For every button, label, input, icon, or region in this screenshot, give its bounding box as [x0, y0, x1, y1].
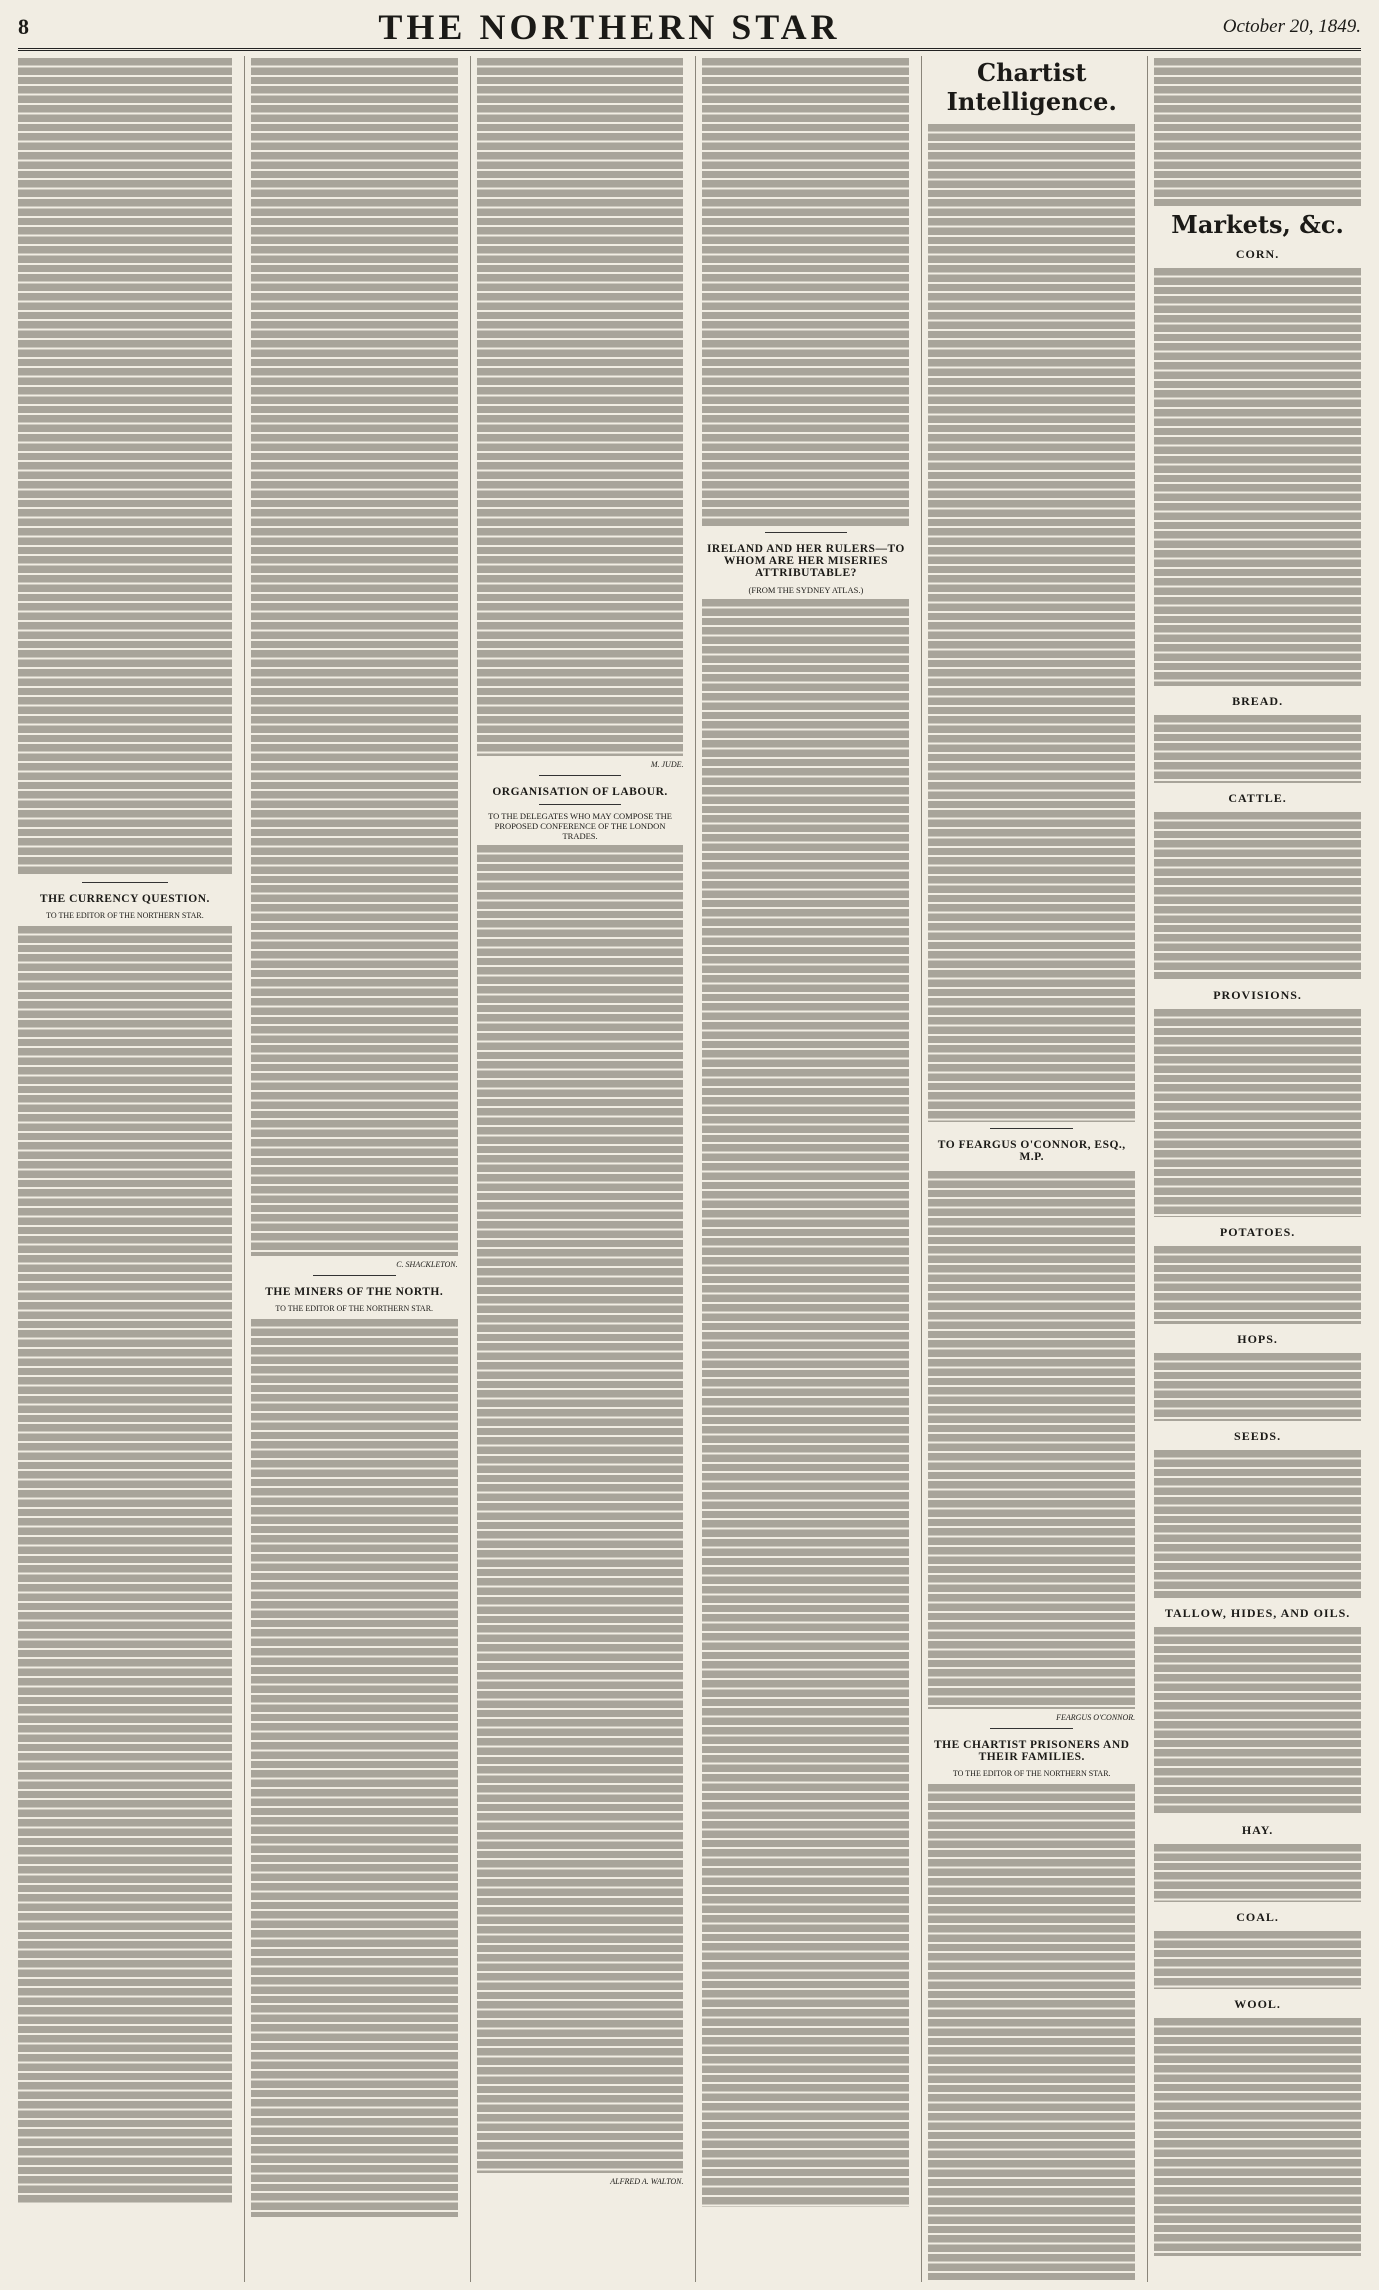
market-section-heading: TALLOW, HIDES, AND OILS.: [1164, 1606, 1351, 1620]
article-source: (FROM THE SYDNEY ATLAS.): [748, 585, 864, 595]
divider: [82, 882, 168, 883]
article-heading: THE CURRENCY QUESTION.: [39, 893, 210, 905]
article-signoff: M. JUDE.: [650, 760, 684, 769]
market-sections: [1154, 247, 1361, 2256]
text-block: [251, 56, 458, 1256]
section-heading: Markets, &c.: [1171, 210, 1344, 239]
market-section-heading: COAL.: [1236, 1910, 1279, 1924]
section-heading: Chartist Intelligence.: [946, 58, 1117, 116]
column-6: [1147, 56, 1361, 2282]
text-block: [1154, 1929, 1361, 1989]
text-block: [928, 1169, 1135, 1709]
text-block: [1154, 1842, 1361, 1902]
divider: [990, 1728, 1073, 1729]
column-2: [244, 56, 458, 2282]
columns: [18, 56, 1361, 2282]
market-section-heading: CATTLE.: [1228, 791, 1287, 805]
divider: [539, 775, 622, 776]
article-heading: ORGANISATION OF LABOUR.: [492, 786, 668, 798]
text-block: [1154, 1448, 1361, 1598]
text-block: [702, 56, 909, 526]
article-subheading: TO THE DELEGATES WHO MAY COMPOSE THE PROPOSED CONFERENCE OF THE LONDON TRADES.: [488, 811, 672, 841]
text-block: [1154, 713, 1361, 783]
page-number: 8: [18, 14, 29, 39]
market-section-heading: BREAD.: [1232, 694, 1284, 708]
article-signoff: ALFRED A. WALTON.: [610, 2177, 684, 2186]
column-3: [470, 56, 684, 2282]
market-section-heading: WOOL.: [1234, 1997, 1281, 2011]
text-block: [1154, 1351, 1361, 1421]
article-signoff: C. SHACKLETON.: [396, 1260, 458, 1269]
text-block: [702, 597, 909, 2207]
editor-line: TO THE EDITOR OF THE NORTHERN STAR.: [46, 911, 204, 920]
divider: [990, 1128, 1073, 1129]
article-heading: THE MINERS OF THE NORTH.: [265, 1286, 444, 1298]
text-block: [1154, 266, 1361, 686]
text-block: [477, 56, 684, 756]
market-section-heading: SEEDS.: [1234, 1429, 1282, 1443]
article-heading: THE CHARTIST PRISONERS AND THEIR FAMILIES.: [934, 1739, 1130, 1763]
market-section-heading: CORN.: [1235, 247, 1280, 261]
market-section-heading: HOPS.: [1237, 1332, 1278, 1346]
divider: [313, 1275, 396, 1276]
text-block: [1154, 2016, 1361, 2256]
article-heading: TO FEARGUS O'CONNOR, ESQ., M.P.: [937, 1139, 1126, 1163]
divider: [539, 804, 622, 805]
paper-title: THE NORTHERN STAR: [378, 7, 841, 47]
column-1: [18, 56, 232, 2282]
article-signoff: FEARGUS O'CONNOR.: [1056, 1713, 1136, 1722]
text-block: [251, 1317, 458, 2217]
market-section-heading: PROVISIONS.: [1213, 988, 1302, 1002]
text-block: [1154, 1007, 1361, 1217]
text-block: [1154, 810, 1361, 980]
text-block: [928, 122, 1135, 1122]
market-section-heading: HAY.: [1241, 1823, 1274, 1837]
text-block: [1154, 56, 1361, 206]
column-4: [695, 56, 909, 2282]
editor-line: TO THE EDITOR OF THE NORTHERN STAR.: [275, 1304, 434, 1313]
masthead: [18, 6, 1361, 51]
editor-line: TO THE EDITOR OF THE NORTHERN STAR.: [952, 1769, 1111, 1778]
text-block: [1154, 1625, 1361, 1815]
market-section-heading: POTATOES.: [1219, 1225, 1296, 1239]
text-block: [1154, 1244, 1361, 1324]
divider: [765, 532, 848, 533]
text-block: [18, 924, 232, 2204]
issue-date: October 20, 1849.: [1222, 16, 1361, 37]
text-block: [477, 843, 684, 2173]
text-block: [18, 56, 232, 876]
text-block: [928, 1782, 1135, 2282]
article-heading: IRELAND AND HER RULERS—TO WHOM ARE HER MISERIES ATTRIBUTABLE?: [706, 543, 905, 579]
column-5: [921, 56, 1135, 2282]
